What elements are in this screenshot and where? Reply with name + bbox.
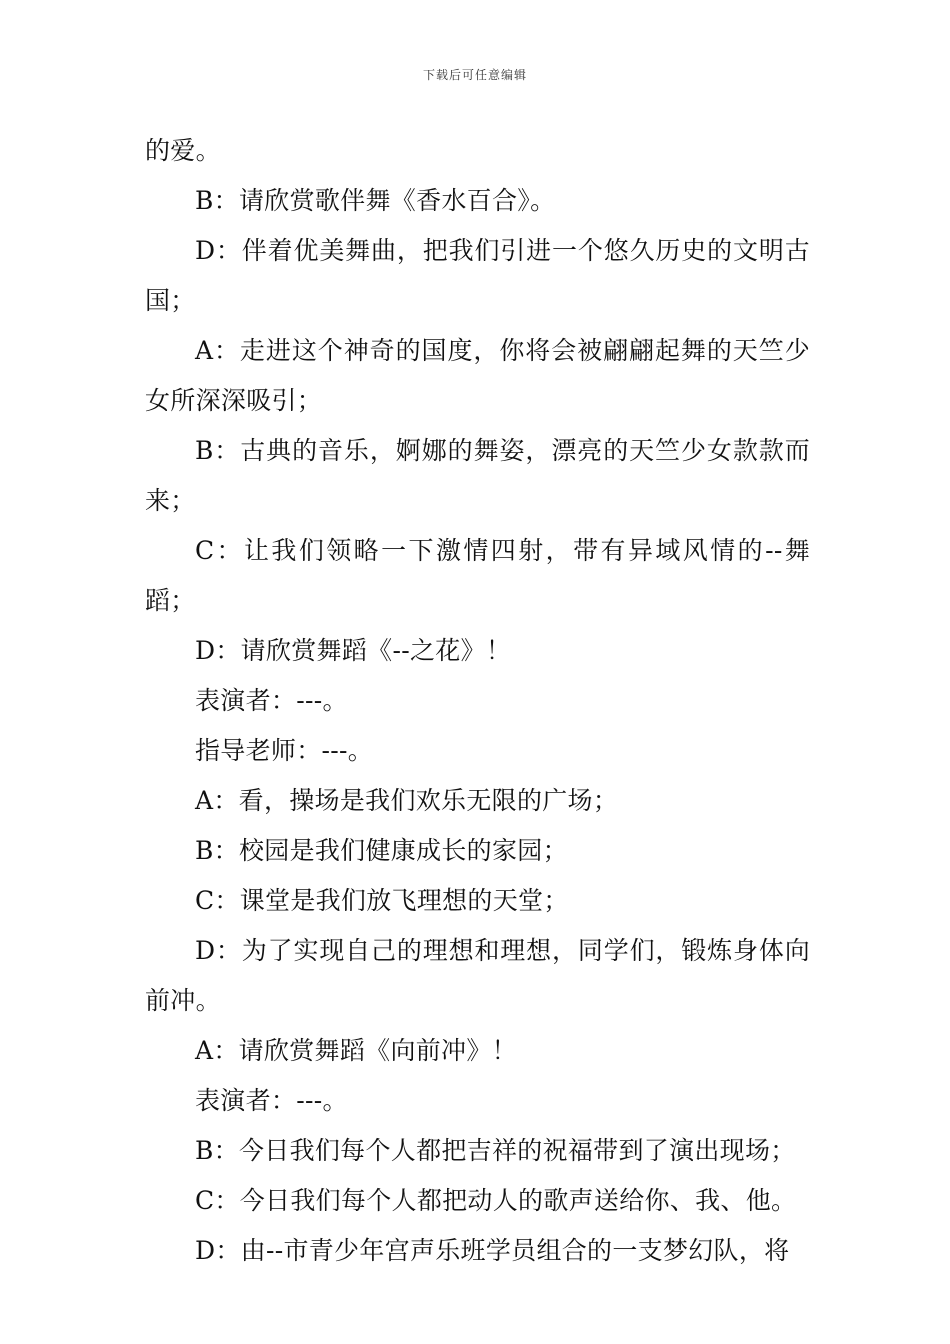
- paragraph: D：为了实现自己的理想和理想，同学们，锻炼身体向前冲。: [145, 936, 810, 1015]
- paragraph: B：校园是我们健康成长的家园；: [195, 836, 568, 865]
- page-header: 下载后可任意编辑: [422, 68, 527, 82]
- paragraph: B：古典的音乐，婀娜的舞姿，漂亮的天竺少女款款而来；: [145, 436, 810, 515]
- paragraph: D：请欣赏舞蹈《--之花》！: [195, 636, 512, 665]
- paragraph: C：今日我们每个人都把动人的歌声送给你、我、他。: [195, 1186, 797, 1215]
- paragraph: 指导老师：---。: [195, 736, 374, 765]
- paragraph: A：请欣赏舞蹈《向前冲》！: [195, 1036, 517, 1065]
- document-body: [145, 126, 810, 1276]
- paragraph: C：课堂是我们放飞理想的天堂；: [195, 886, 569, 915]
- paragraph: A：走进这个神奇的国度，你将会被翩翩起舞的天竺少女所深深吸引；: [145, 336, 810, 415]
- paragraph: 表演者：---。: [195, 686, 348, 715]
- paragraph: 的爱。: [145, 136, 221, 165]
- paragraph: D：伴着优美舞曲，把我们引进一个悠久历史的文明古国；: [145, 236, 810, 315]
- paragraph: C：让我们领略一下激情四射，带有异域风情的--舞蹈；: [145, 536, 810, 615]
- paragraph: 表演者：---。: [195, 1086, 348, 1115]
- paragraph: B：请欣赏歌伴舞《香水百合》。: [195, 186, 556, 215]
- paragraph: B：今日我们每个人都把吉祥的祝福带到了演出现场；: [195, 1136, 796, 1165]
- paragraph: D：由--市青少年宫声乐班学员组合的一支梦幻队，将: [195, 1236, 790, 1265]
- paragraph: A：看，操场是我们欢乐无限的广场；: [195, 786, 619, 815]
